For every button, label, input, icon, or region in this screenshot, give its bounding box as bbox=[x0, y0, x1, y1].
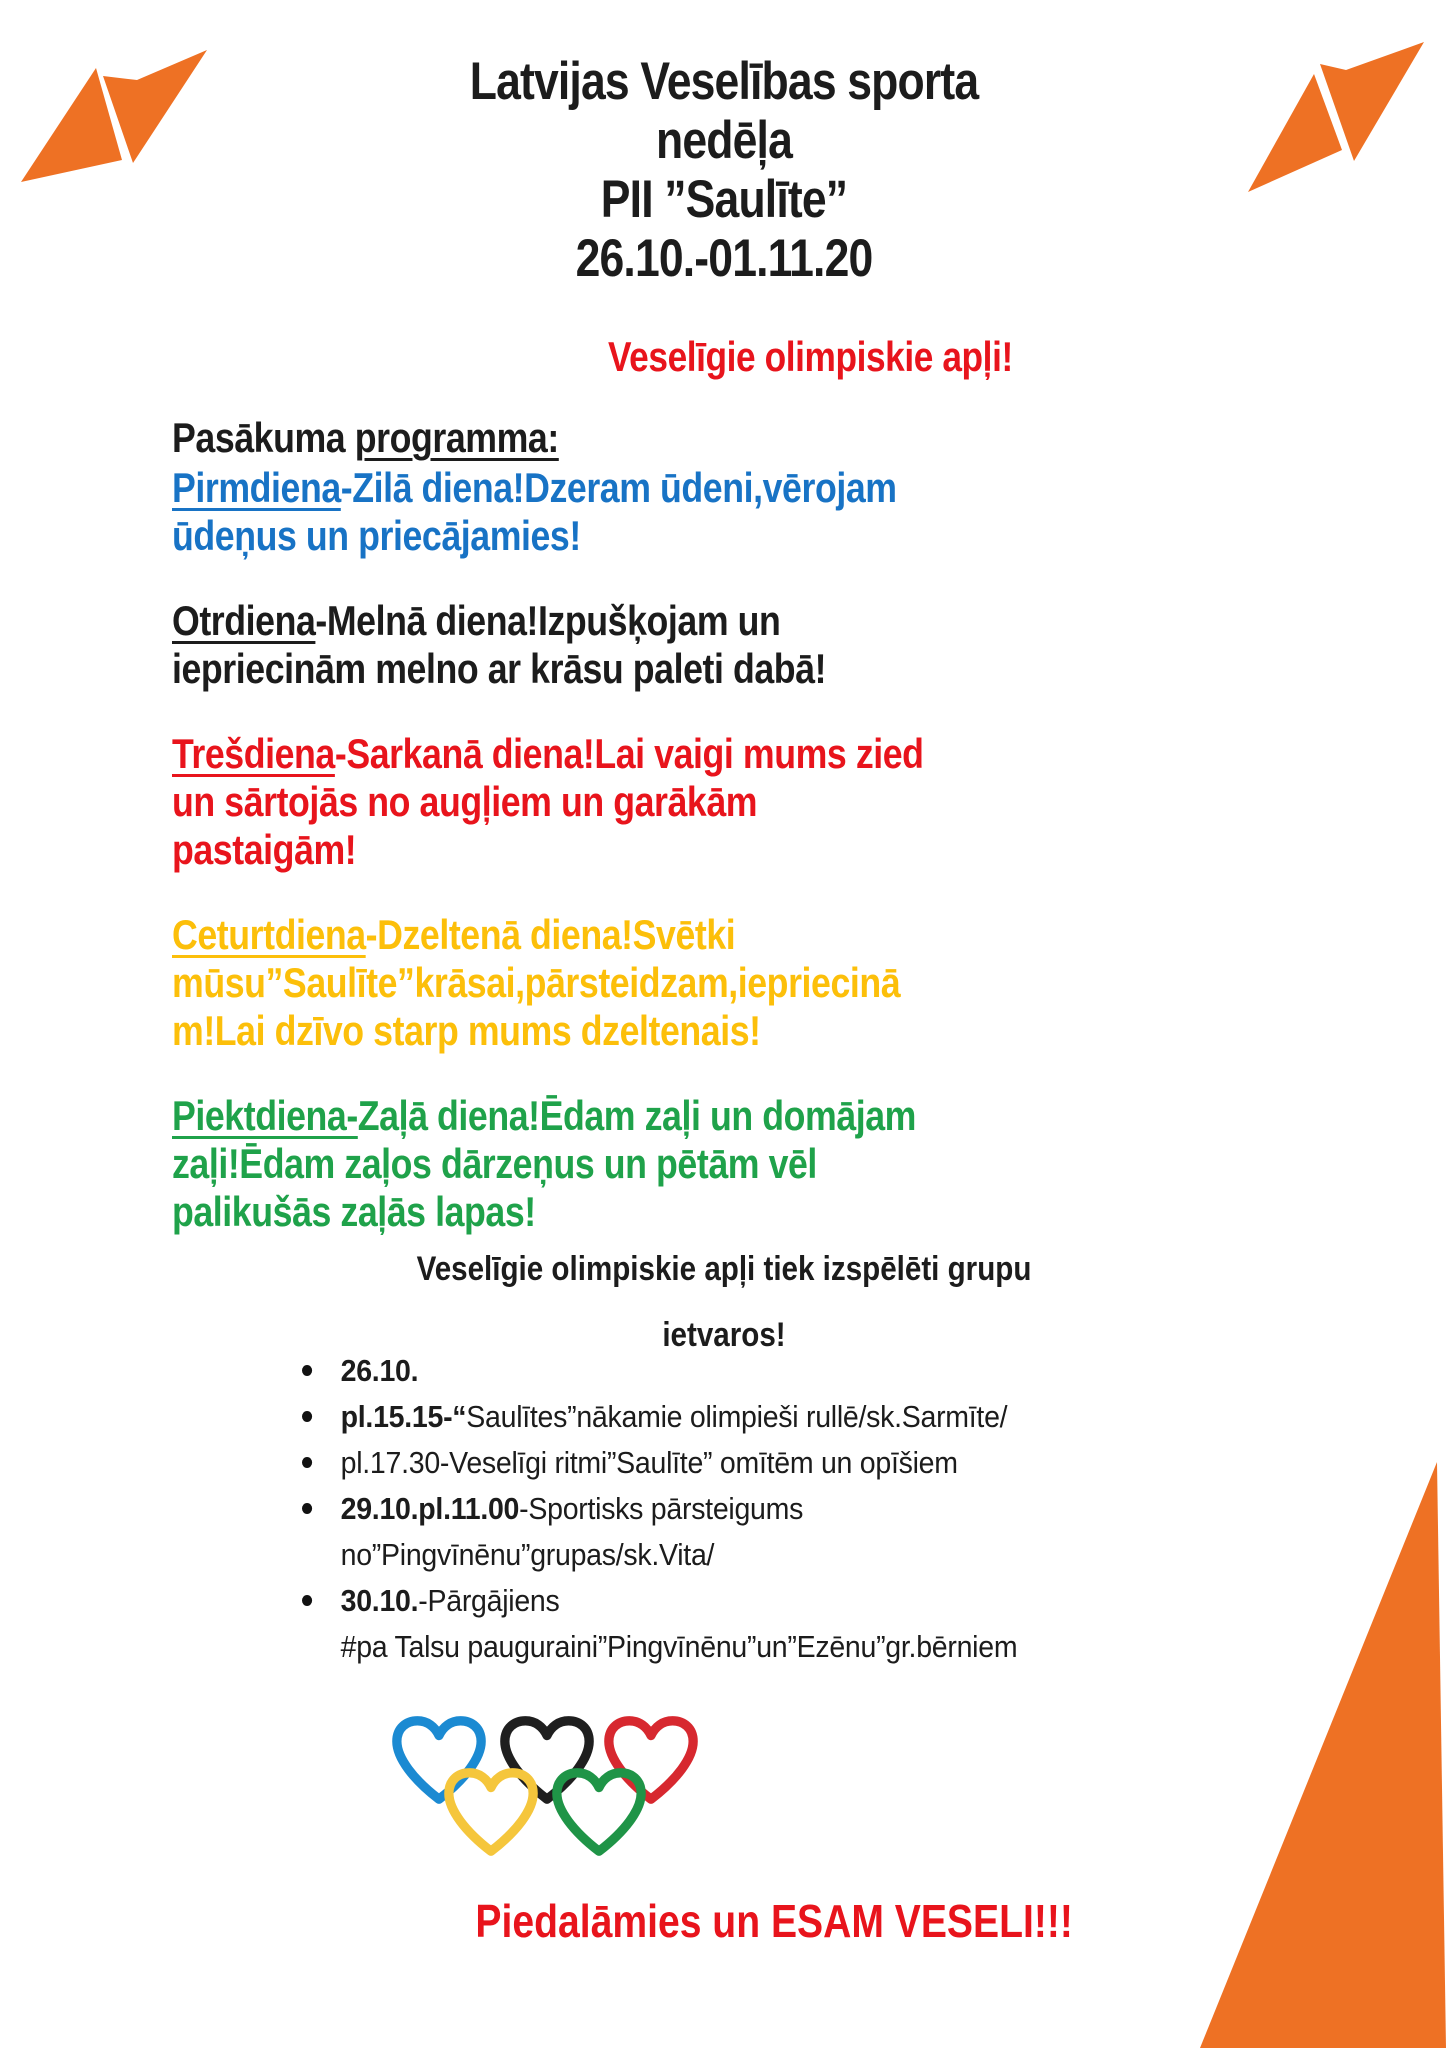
bullet-dot bbox=[302, 1365, 312, 1376]
day-name: Trešdiena bbox=[172, 730, 335, 777]
day-name: Otrdiena bbox=[172, 597, 316, 644]
program-header-underlined: programma: bbox=[354, 414, 559, 461]
program-day-thursday bbox=[172, 911, 1124, 1055]
schedule-item-text: pl.17.30-Veselīgi ritmi”Saulīte” omītēm un opīšiem bbox=[340, 1445, 958, 1480]
groups-note-line-2: ietvaros! bbox=[662, 1316, 786, 1354]
schedule-item bbox=[302, 1578, 1222, 1670]
footer-slogan: Piedalāmies un ESAM VESELI!!! bbox=[475, 1895, 1073, 1947]
title-line-4: 26.10.-01.11.20 bbox=[575, 229, 873, 288]
schedule-item-text: pl.15.15-“Saulītes”nākamie olimpieši rullē/sk.Sarmīte/ bbox=[340, 1399, 1008, 1434]
day-text: -Dzeltenā diena!Svētki bbox=[365, 911, 736, 958]
day-text: Zaļā diena!Ēdam zaļi un domājam bbox=[357, 1092, 916, 1139]
schedule-item-text: 30.10.-Pārgājiens bbox=[340, 1583, 560, 1618]
bullet-dot bbox=[302, 1457, 312, 1468]
schedule-item bbox=[302, 1394, 1222, 1440]
day-text: pastaigām! bbox=[172, 826, 357, 873]
program-header-prefix: Pasākuma bbox=[172, 414, 355, 461]
day-text: -Zilā diena!Dzeram ūdeni,vērojam bbox=[340, 464, 897, 511]
day-text: -Melnā diena!Izpušķojam un bbox=[315, 597, 781, 644]
yellow-heart-icon bbox=[442, 1768, 540, 1860]
schedule-list bbox=[302, 1348, 1222, 1670]
schedule-item bbox=[302, 1440, 1222, 1486]
poster-title bbox=[116, 52, 1332, 288]
day-name: Pirmdiena bbox=[172, 464, 341, 511]
green-heart-icon bbox=[550, 1768, 648, 1860]
schedule-item-text: 26.10. bbox=[340, 1353, 419, 1388]
day-text: un sārtojās no augļiem un garākām bbox=[172, 778, 758, 825]
groups-note-line-1: Veselīgie olimpiskie apļi tiek izspēlēti grupu bbox=[416, 1250, 1032, 1288]
day-text: ūdeņus un priecājamies! bbox=[172, 512, 581, 559]
subtitle: Veselīgie olimpiskie apļi! bbox=[608, 333, 1013, 380]
schedule-item-continuation: no”Pingvīnēnu”grupas/sk.Vita/ bbox=[340, 1537, 715, 1572]
day-text: mūsu”Saulīte”krāsai,pārsteidzam,iepriecinā bbox=[172, 959, 901, 1006]
day-text: palikušās zaļās lapas! bbox=[172, 1188, 536, 1235]
day-text: iepriecinām melno ar krāsu paleti dabā! bbox=[172, 645, 827, 692]
program-header bbox=[172, 414, 1124, 462]
title-line-1: Latvijas Veselības sporta bbox=[469, 52, 979, 111]
schedule-item-text: 29.10.pl.11.00-Sportisks pārsteigums bbox=[340, 1491, 804, 1526]
day-text: m!Lai dzīvo starp mums dzeltenais! bbox=[172, 1007, 761, 1054]
schedule-item bbox=[302, 1486, 1222, 1578]
day-name: Ceturtdiena bbox=[172, 911, 366, 958]
title-line-3: PII ”Saulīte” bbox=[600, 170, 848, 229]
schedule-item bbox=[302, 1348, 1222, 1394]
program-day-friday bbox=[172, 1092, 1124, 1236]
bullet-dot bbox=[302, 1595, 312, 1606]
title-line-2: nedēļa bbox=[655, 111, 793, 170]
day-text: -Sarkanā diena!Lai vaigi mums zied bbox=[334, 730, 924, 777]
program-day-monday bbox=[172, 464, 1124, 560]
olympic-hearts-logo bbox=[390, 1712, 700, 1867]
bullet-dot bbox=[302, 1503, 312, 1514]
schedule-item-continuation: #pa Talsu pauguraini”Pingvīnēnu”un”Ezēnu”gr.bērniem bbox=[340, 1629, 1018, 1664]
day-text: zaļi!Ēdam zaļos dārzeņus un pētām vēl bbox=[172, 1140, 817, 1187]
program-day-tuesday bbox=[172, 597, 1124, 693]
day-name: Piektdiena- bbox=[172, 1092, 358, 1139]
program-section bbox=[172, 414, 1124, 1236]
program-day-wednesday bbox=[172, 730, 1124, 874]
bullet-dot bbox=[302, 1411, 312, 1422]
orange-corner-triangle bbox=[1196, 1458, 1448, 2048]
